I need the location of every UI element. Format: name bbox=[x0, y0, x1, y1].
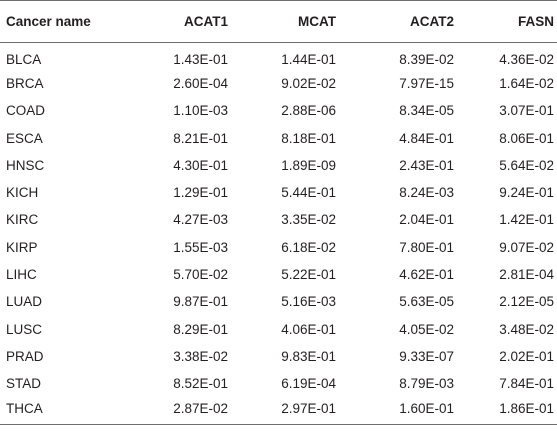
cell-acat2: 1.60E-01 bbox=[339, 397, 457, 424]
table-row bbox=[0, 206, 557, 233]
cell-acat1: 3.38E-02 bbox=[173, 348, 228, 364]
cell-mcat: 2.97E-01 bbox=[231, 397, 339, 424]
cell-fasn: 5.64E-02 bbox=[499, 157, 554, 173]
cell-acat1: 8.21E-01 bbox=[173, 130, 228, 146]
cell-acat2: 9.33E-07 bbox=[399, 348, 454, 364]
table-row bbox=[0, 343, 557, 370]
cell-cancer-name: BRCA bbox=[6, 75, 44, 91]
cell-mcat: 9.83E-01 bbox=[281, 348, 336, 364]
cell-acat1: 1.29E-01 bbox=[173, 185, 228, 201]
cell-acat1: 1.43E-01 bbox=[173, 51, 228, 67]
cell-mcat: 4.06E-01 bbox=[281, 321, 336, 337]
cell-acat1: 8.52E-01 bbox=[173, 376, 228, 392]
cell-mcat: 5.22E-01 bbox=[281, 267, 336, 283]
cell-fasn: 1.86E-01 bbox=[457, 397, 557, 424]
cell-acat1: 2.87E-02 bbox=[115, 397, 231, 424]
cell-acat2: 8.39E-02 bbox=[399, 51, 454, 67]
cell-cancer-name: HNSC bbox=[6, 157, 45, 173]
header-cancer-name: Cancer name bbox=[0, 1, 115, 43]
cell-mcat: 6.18E-02 bbox=[281, 239, 336, 255]
cell-fasn: 1.64E-02 bbox=[499, 75, 554, 91]
cell-cancer-name: LUSC bbox=[6, 321, 43, 337]
cell-mcat: 8.18E-01 bbox=[281, 130, 336, 146]
cell-acat2: 7.97E-15 bbox=[399, 75, 454, 91]
cell-mcat: 1.44E-01 bbox=[281, 51, 336, 67]
cell-acat2: 4.62E-01 bbox=[399, 267, 454, 283]
header-mcat: MCAT bbox=[231, 1, 339, 43]
cell-fasn: 4.36E-02 bbox=[499, 51, 554, 67]
cell-mcat: 1.89E-09 bbox=[281, 157, 336, 173]
cell-acat1: 5.70E-02 bbox=[173, 267, 228, 283]
cell-cancer-name: LIHC bbox=[6, 267, 37, 283]
header-acat1: ACAT1 bbox=[115, 1, 231, 43]
table-body bbox=[0, 43, 557, 425]
cell-cancer-name: KIRC bbox=[6, 212, 39, 228]
cell-fasn: 8.06E-01 bbox=[499, 130, 554, 146]
cell-fasn: 9.07E-02 bbox=[499, 239, 554, 255]
cell-acat2: 8.24E-03 bbox=[399, 185, 454, 201]
cell-acat1: 4.30E-01 bbox=[173, 157, 228, 173]
cell-fasn: 3.07E-01 bbox=[499, 103, 554, 119]
cell-cancer-name: LUAD bbox=[6, 294, 43, 310]
cell-cancer-name: ESCA bbox=[6, 130, 43, 146]
table-row bbox=[0, 179, 557, 206]
cell-acat2: 8.79E-03 bbox=[399, 376, 454, 392]
cell-mcat: 6.19E-04 bbox=[281, 376, 336, 392]
cell-acat1: 2.60E-04 bbox=[173, 75, 228, 91]
table-header bbox=[0, 1, 557, 43]
cell-acat1: 9.87E-01 bbox=[173, 294, 228, 310]
table-row bbox=[0, 288, 557, 315]
cell-acat1: 1.55E-03 bbox=[173, 239, 228, 255]
cell-mcat: 5.16E-03 bbox=[281, 294, 336, 310]
table-row bbox=[0, 234, 557, 261]
cell-acat2: 4.05E-02 bbox=[399, 321, 454, 337]
table-row bbox=[0, 124, 557, 151]
cell-fasn: 2.12E-05 bbox=[499, 294, 554, 310]
cell-cancer-name: PRAD bbox=[6, 348, 44, 364]
cell-fasn: 3.48E-02 bbox=[499, 321, 554, 337]
cell-acat2: 7.80E-01 bbox=[399, 239, 454, 255]
cell-cancer-name: KICH bbox=[6, 185, 39, 201]
table-row bbox=[0, 370, 557, 397]
cell-fasn: 9.24E-01 bbox=[499, 185, 554, 201]
cell-mcat: 9.02E-02 bbox=[281, 75, 336, 91]
table-row bbox=[0, 397, 557, 424]
table-row bbox=[0, 43, 557, 70]
table-row bbox=[0, 152, 557, 179]
cell-mcat: 5.44E-01 bbox=[281, 185, 336, 201]
header-fasn: FASN bbox=[457, 1, 557, 43]
cell-acat1: 1.10E-03 bbox=[173, 103, 228, 119]
cell-acat2: 8.34E-05 bbox=[399, 103, 454, 119]
cell-cancer-name: STAD bbox=[6, 376, 42, 392]
header-acat2: ACAT2 bbox=[339, 1, 457, 43]
table-row bbox=[0, 261, 557, 288]
cell-cancer-name: BLCA bbox=[6, 51, 42, 67]
cell-fasn: 1.42E-01 bbox=[499, 212, 554, 228]
cell-mcat: 3.35E-02 bbox=[281, 212, 336, 228]
cell-fasn: 7.84E-01 bbox=[499, 376, 554, 392]
cell-acat1: 8.29E-01 bbox=[173, 321, 228, 337]
cell-mcat: 2.88E-06 bbox=[281, 103, 336, 119]
cell-acat2: 2.43E-01 bbox=[399, 157, 454, 173]
cell-cancer-name: KIRP bbox=[6, 239, 38, 255]
cell-fasn: 2.81E-04 bbox=[499, 267, 554, 283]
cell-cancer-name: THCA bbox=[0, 397, 115, 424]
table-row bbox=[0, 70, 557, 97]
header-row bbox=[0, 1, 557, 43]
cell-acat2: 5.63E-05 bbox=[399, 294, 454, 310]
cell-acat2: 4.84E-01 bbox=[399, 130, 454, 146]
table-row bbox=[0, 97, 557, 124]
cell-fasn: 2.02E-01 bbox=[499, 348, 554, 364]
table-row bbox=[0, 315, 557, 342]
cell-acat1: 4.27E-03 bbox=[173, 212, 228, 228]
cell-cancer-name: COAD bbox=[6, 103, 46, 119]
cell-acat2: 2.04E-01 bbox=[399, 212, 454, 228]
